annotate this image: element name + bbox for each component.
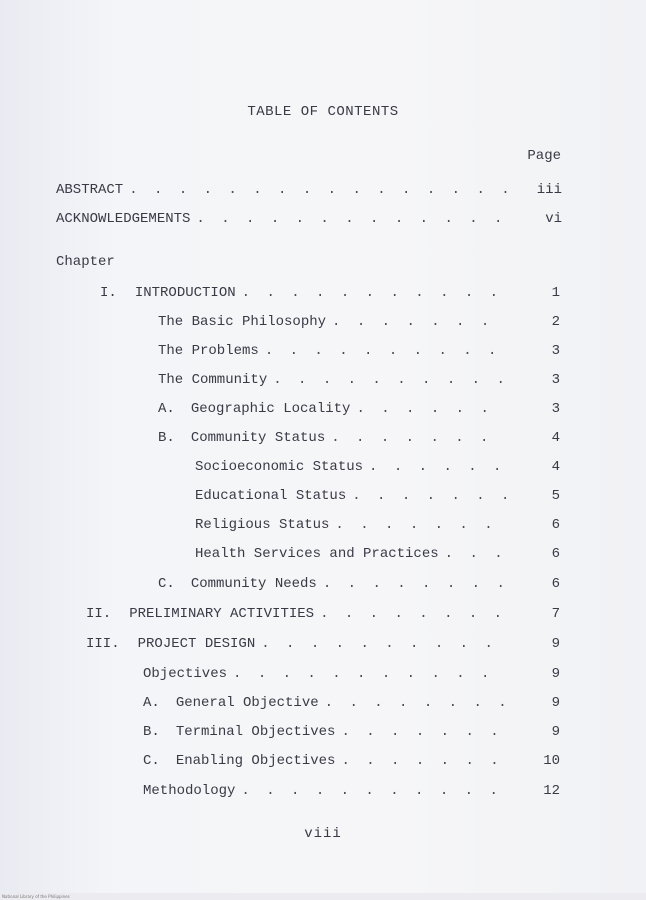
toc-entry-number: C. bbox=[143, 753, 160, 769]
leader-dots bbox=[352, 486, 508, 506]
leader-dots bbox=[265, 341, 508, 361]
toc-entry-label: The Community bbox=[158, 372, 268, 388]
leader-dots bbox=[196, 209, 508, 229]
toc-entry-number: A. bbox=[143, 695, 160, 711]
leader-dots bbox=[129, 180, 508, 200]
toc-entry-community-needs bbox=[158, 574, 560, 594]
toc-entry-number: I. bbox=[100, 285, 117, 301]
leader-dots bbox=[356, 399, 508, 419]
toc-entry-page: 3 bbox=[551, 401, 560, 417]
leader-dots bbox=[233, 664, 508, 684]
toc-entry-page: 2 bbox=[551, 314, 560, 330]
leader-dots bbox=[341, 722, 508, 742]
chapter-label: Chapter bbox=[56, 254, 115, 270]
leader-dots bbox=[261, 634, 508, 654]
toc-entry-label: INTRODUCTION bbox=[134, 285, 236, 301]
leader-dots bbox=[320, 604, 508, 624]
toc-entry-label: ABSTRACT bbox=[56, 182, 124, 198]
toc-entry-objectives bbox=[143, 664, 560, 684]
toc-entry-page: 6 bbox=[551, 576, 560, 592]
toc-entry-problems bbox=[158, 341, 560, 361]
toc-entry-number: B. bbox=[158, 430, 175, 446]
leader-dots bbox=[335, 515, 508, 535]
toc-entry-label: General Objective bbox=[175, 695, 319, 711]
toc-entry-methodology bbox=[143, 781, 560, 801]
toc-entry-page: vi bbox=[545, 211, 562, 227]
toc-entry-page: 7 bbox=[551, 606, 560, 622]
toc-entry-number: A. bbox=[158, 401, 175, 417]
toc-entry-label: Geographic Locality bbox=[190, 401, 351, 417]
leader-dots bbox=[445, 544, 508, 564]
toc-entry-page: 9 bbox=[551, 724, 560, 740]
toc-entry-page: 9 bbox=[551, 666, 560, 682]
toc-entry-label: Methodology bbox=[143, 783, 236, 799]
toc-entry-label: Health Services and Practices bbox=[195, 546, 439, 562]
toc-entry-number: III. bbox=[86, 636, 120, 652]
toc-entry-general-objective bbox=[143, 693, 560, 713]
leader-dots bbox=[241, 781, 508, 801]
page-folio: viii bbox=[304, 826, 342, 842]
toc-entry-number: II. bbox=[86, 606, 112, 622]
toc-entry-label: Objectives bbox=[143, 666, 228, 682]
toc-entry-page: 12 bbox=[543, 783, 560, 799]
toc-entry-page: 6 bbox=[551, 546, 560, 562]
leader-dots bbox=[325, 693, 508, 713]
leader-dots bbox=[341, 751, 508, 771]
toc-entry-enabling-objectives bbox=[143, 751, 560, 771]
toc-entry-label: Enabling Objectives bbox=[175, 753, 336, 769]
toc-entry-preliminary-activities bbox=[86, 604, 560, 624]
toc-entry-page: 3 bbox=[551, 343, 560, 359]
toc-entry-page: 9 bbox=[551, 636, 560, 652]
toc-entry-health-services bbox=[195, 544, 560, 564]
toc-entry-community-status bbox=[158, 428, 560, 448]
scan-footer: National Library of the Philippines bbox=[0, 893, 646, 900]
toc-entry-acknowledgements bbox=[56, 209, 562, 229]
toc-entry-label: Community Needs bbox=[190, 576, 317, 592]
leader-dots bbox=[273, 370, 508, 390]
toc-entry-label: ACKNOWLEDGEMENTS bbox=[56, 211, 191, 227]
toc-entry-page: 5 bbox=[551, 488, 560, 504]
toc-entry-number: C. bbox=[158, 576, 175, 592]
toc-entry-label: Religious Status bbox=[195, 517, 330, 533]
toc-entry-label: The Basic Philosophy bbox=[158, 314, 327, 330]
toc-entry-page: 4 bbox=[551, 430, 560, 446]
toc-entry-page: 4 bbox=[551, 459, 560, 475]
toc-entry-educational-status bbox=[195, 486, 560, 506]
toc-entry-geographic-locality bbox=[158, 399, 560, 419]
toc-entry-page: 1 bbox=[551, 285, 560, 301]
toc-entry-introduction bbox=[100, 283, 560, 303]
toc-entry-religious-status bbox=[195, 515, 560, 535]
toc-entry-page: 9 bbox=[551, 695, 560, 711]
toc-entry-label: Community Status bbox=[190, 430, 326, 446]
leader-dots bbox=[369, 457, 508, 477]
toc-entry-terminal-objectives bbox=[143, 722, 560, 742]
page-column-label: Page bbox=[527, 148, 561, 164]
leader-dots bbox=[331, 428, 508, 448]
toc-entry-page: 3 bbox=[551, 372, 560, 388]
toc-entry-socioeconomic-status bbox=[195, 457, 560, 477]
toc-entry-number: B. bbox=[143, 724, 160, 740]
toc-entry-page: iii bbox=[536, 182, 562, 198]
toc-entry-label: The Problems bbox=[158, 343, 259, 359]
toc-entry-label: Terminal Objectives bbox=[175, 724, 336, 740]
toc-entry-page: 6 bbox=[551, 517, 560, 533]
toc-entry-project-design bbox=[86, 634, 560, 654]
leader-dots bbox=[332, 312, 508, 332]
toc-entry-basic-philosophy bbox=[158, 312, 560, 332]
leader-dots bbox=[323, 574, 508, 594]
toc-entry-abstract bbox=[56, 180, 562, 200]
leader-dots bbox=[242, 283, 508, 303]
toc-entry-label: PROJECT DESIGN bbox=[137, 636, 256, 652]
toc-entry-community bbox=[158, 370, 560, 390]
toc-entry-page: 10 bbox=[543, 753, 560, 769]
toc-entry-label: Educational Status bbox=[195, 488, 347, 504]
toc-entry-label: Socioeconomic Status bbox=[195, 459, 364, 475]
page-title: TABLE OF CONTENTS bbox=[247, 104, 399, 120]
toc-entry-label: PRELIMINARY ACTIVITIES bbox=[129, 606, 315, 622]
